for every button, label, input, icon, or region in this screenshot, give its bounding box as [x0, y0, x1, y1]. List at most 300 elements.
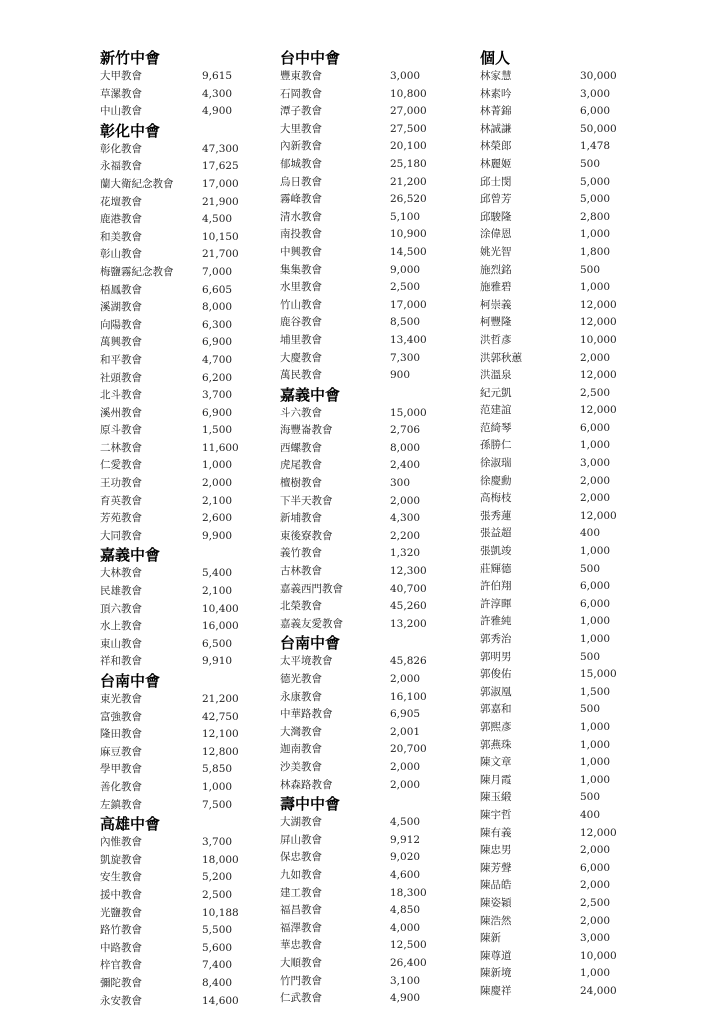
- donor-row: [100, 761, 233, 779]
- donation-amount: 14,500: [390, 245, 427, 258]
- donor-name: 柯崇義: [480, 298, 512, 311]
- donation-amount: 3,700: [202, 836, 233, 849]
- donor-row: [480, 209, 611, 227]
- donor-row: [480, 666, 617, 684]
- donation-amount: 4,000: [390, 921, 421, 934]
- donation-amount: 20,100: [390, 140, 427, 153]
- donor-row: [100, 334, 233, 352]
- donor-name: 陳慶祥: [480, 984, 512, 997]
- donor-name: 潭子教會: [280, 105, 322, 118]
- donor-row: [480, 825, 617, 843]
- donation-amount: 1,000: [580, 228, 611, 241]
- donor-row: [100, 422, 233, 440]
- donor-name: 豐東教會: [280, 70, 322, 82]
- donation-amount: 12,000: [580, 404, 617, 417]
- donor-name: 大同教會: [100, 529, 142, 542]
- donor-row: [100, 957, 233, 975]
- donor-row: [480, 297, 617, 315]
- donation-amount: 12,000: [580, 369, 617, 382]
- donor-name: 祥和教會: [100, 655, 142, 668]
- donor-row: [480, 68, 617, 86]
- donor-row: [100, 176, 239, 194]
- donor-row: [100, 940, 233, 958]
- donor-name: 徐淑瑞: [480, 457, 512, 470]
- donor-row: [480, 613, 611, 631]
- donor-name: 溪湖教會: [100, 301, 142, 314]
- donor-row: [480, 772, 611, 790]
- donor-name: 水上教會: [100, 620, 142, 633]
- donor-name: 陳忠男: [480, 844, 512, 857]
- donation-amount: 20,700: [390, 743, 427, 756]
- donor-row: [480, 561, 601, 579]
- donation-amount: 2,500: [390, 281, 421, 294]
- donor-name: 檀樹教會: [280, 477, 322, 490]
- donation-amount: 3,100: [390, 974, 421, 987]
- section-heading: 新竹中會: [100, 49, 161, 67]
- donation-amount: 7,400: [202, 959, 233, 972]
- donor-name: 迦南教會: [280, 743, 322, 756]
- donor-name: 林榮郎: [480, 140, 512, 153]
- donation-amount: 10,400: [202, 602, 239, 615]
- donor-name: 隆田教會: [100, 728, 142, 741]
- donor-row: [280, 457, 421, 475]
- donor-row: [280, 724, 421, 742]
- donor-name: 紀元凱: [480, 386, 512, 399]
- donor-row: [100, 103, 233, 121]
- donor-row: [280, 422, 421, 440]
- donor-name: 和美教會: [100, 230, 142, 243]
- donor-name: 中華路教會: [280, 708, 333, 721]
- donor-name: 張秀蓮: [480, 509, 512, 522]
- donor-row: [100, 158, 239, 176]
- donor-row: [100, 493, 233, 511]
- donation-amount: 9,900: [202, 529, 233, 542]
- donation-amount: 7,300: [390, 351, 421, 364]
- donor-row: [480, 578, 611, 596]
- donor-name: 原斗教會: [100, 424, 142, 437]
- donor-row: [480, 385, 611, 403]
- donor-row: [280, 832, 421, 850]
- donor-row: [480, 631, 611, 649]
- donor-row: [100, 905, 239, 923]
- donor-name: 永福教會: [100, 160, 142, 173]
- donor-name: 育英教會: [100, 494, 142, 507]
- donor-row: [480, 350, 611, 368]
- donor-name: 內惟教會: [100, 836, 142, 849]
- donation-amount: 47,300: [202, 142, 239, 155]
- donor-row: [280, 885, 427, 903]
- donor-row: [100, 440, 239, 458]
- donation-amount: 12,000: [580, 298, 617, 311]
- donor-row: [480, 121, 617, 139]
- section-heading: 高雄中會: [100, 815, 161, 834]
- donor-name: 許淳暉: [480, 597, 512, 610]
- donor-name: 溪州教會: [100, 406, 142, 419]
- donation-amount: 2,500: [580, 896, 611, 909]
- donor-name: 霧峰教會: [280, 193, 322, 206]
- donation-amount: 7,500: [202, 798, 233, 811]
- donation-amount: 45,826: [390, 655, 427, 668]
- section-heading: 壽中中會: [280, 795, 341, 814]
- donation-amount: 9,615: [202, 70, 233, 82]
- donation-amount: 1,000: [580, 720, 611, 733]
- donor-row: [280, 937, 427, 955]
- donor-name: 彌陀教會: [100, 976, 142, 989]
- donor-name: 麻豆教會: [100, 745, 142, 758]
- donation-amount: 25,180: [390, 157, 427, 170]
- donor-row: [100, 834, 233, 852]
- donor-name: 德光教會: [280, 673, 322, 685]
- donor-row: [100, 993, 239, 1011]
- donor-row: [280, 616, 427, 634]
- donor-row: [480, 719, 611, 737]
- donor-name: 陳玉緞: [480, 791, 512, 804]
- donor-name: 王功教會: [100, 477, 142, 490]
- donor-name: 林森路教會: [280, 778, 333, 791]
- donation-amount: 9,912: [390, 833, 421, 846]
- donor-row: [480, 473, 611, 491]
- donor-row: [100, 691, 239, 709]
- donor-row: [100, 869, 233, 887]
- donation-amount: 3,000: [580, 932, 611, 945]
- donor-row: [480, 402, 617, 420]
- donation-amount: 4,300: [202, 87, 233, 100]
- donor-name: 大甲教會: [100, 70, 142, 82]
- donor-name: 林誠謙: [480, 122, 512, 135]
- donation-amount: 8,000: [202, 301, 233, 314]
- donor-row: [480, 367, 617, 385]
- donor-row: [480, 244, 611, 262]
- donor-row: [100, 141, 239, 159]
- donor-name: 萬民教會: [280, 369, 322, 382]
- column-right: [480, 48, 617, 1000]
- donor-name: 中山教會: [100, 105, 142, 118]
- donor-name: 虎尾教會: [280, 459, 322, 472]
- donor-name: 石岡教會: [280, 87, 322, 100]
- donor-row: [100, 653, 233, 671]
- donation-amount: 15,000: [390, 406, 427, 419]
- donor-row: [480, 649, 601, 667]
- donor-row: [280, 493, 421, 511]
- donor-row: [480, 138, 611, 156]
- donor-row: [280, 475, 411, 493]
- donor-name: 內新教會: [280, 140, 322, 153]
- donor-row: [100, 86, 233, 104]
- donation-amount: 1,000: [580, 615, 611, 628]
- donation-amount: 2,706: [390, 424, 421, 437]
- donation-amount: 2,000: [390, 760, 421, 773]
- donation-amount: 2,000: [390, 673, 421, 685]
- section-heading: 彰化中會: [100, 121, 161, 140]
- donation-amount: 4,600: [390, 868, 421, 881]
- donation-amount: 21,700: [202, 248, 239, 261]
- donor-name: 邱駿隆: [480, 210, 512, 223]
- donor-row: [280, 849, 421, 867]
- donation-amount: 2,000: [580, 879, 611, 892]
- donor-row: [280, 955, 427, 973]
- donor-name: 九如教會: [280, 868, 322, 881]
- donor-name: 洪溫泉: [480, 369, 512, 382]
- donor-row: [280, 741, 427, 759]
- donation-amount: 1,000: [202, 780, 233, 793]
- donation-amount: 1,000: [580, 439, 611, 452]
- donor-name: 水里教會: [280, 281, 322, 294]
- donor-name: 援中教會: [100, 888, 142, 901]
- donor-name: 林麗姬: [480, 157, 512, 170]
- donor-name: 大湖教會: [280, 816, 322, 829]
- donor-name: 陳文章: [480, 756, 512, 769]
- donor-name: 林素吟: [480, 87, 512, 100]
- donation-amount: 10,188: [202, 906, 239, 919]
- donor-row: [480, 174, 611, 192]
- donor-row: [100, 583, 233, 601]
- donor-name: 洪哲彥: [480, 333, 512, 346]
- donor-name: 陳有義: [480, 826, 512, 839]
- donor-name: 草漯教會: [100, 87, 142, 100]
- donor-row: [280, 440, 421, 458]
- donor-name: 郭熙彥: [480, 720, 512, 733]
- donation-amount: 12,500: [390, 939, 427, 952]
- donation-amount: 6,300: [202, 318, 233, 331]
- donation-amount: 12,000: [580, 509, 617, 522]
- donation-amount: 2,800: [580, 210, 611, 223]
- donation-amount: 6,605: [202, 283, 233, 296]
- donor-row: [280, 350, 421, 368]
- donor-name: 仁愛教會: [100, 459, 142, 472]
- donor-row: [280, 279, 421, 297]
- donation-amount: 500: [580, 157, 601, 170]
- donor-name: 建工教會: [280, 886, 322, 899]
- donation-amount: 17,000: [390, 298, 427, 311]
- donor-row: [280, 867, 421, 885]
- donor-row: [280, 990, 421, 1008]
- donation-amount: 2,000: [580, 914, 611, 927]
- donor-row: [480, 279, 611, 297]
- donor-row: [280, 405, 427, 423]
- donor-row: [280, 777, 421, 795]
- donor-name: 彰化教會: [100, 142, 142, 155]
- donor-name: 郭淑凰: [480, 685, 512, 698]
- donor-name: 路竹教會: [100, 924, 142, 937]
- donation-amount: 2,500: [580, 386, 611, 399]
- donor-row: [480, 807, 601, 825]
- donation-amount: 10,900: [390, 228, 427, 241]
- donor-name: 孫勝仁: [480, 439, 512, 452]
- donation-amount: 10,800: [390, 87, 427, 100]
- donor-name: 大灣教會: [280, 725, 322, 738]
- donation-amount: 6,000: [580, 597, 611, 610]
- donor-name: 邱曾芳: [480, 193, 512, 206]
- donor-row: [100, 744, 239, 762]
- donation-amount: 16,100: [390, 690, 427, 703]
- donor-name: 郭秀治: [480, 633, 512, 645]
- donor-name: 新埔教會: [280, 512, 322, 525]
- donor-name: 向陽教會: [100, 318, 142, 331]
- donor-row: [100, 370, 233, 388]
- donor-name: 郭明男: [480, 650, 512, 663]
- donor-row: [280, 689, 427, 707]
- donor-row: [100, 510, 233, 528]
- donation-amount: 4,500: [202, 213, 233, 226]
- donor-row: [480, 754, 611, 772]
- donor-name: 南投教會: [280, 228, 322, 241]
- donation-amount: 2,000: [580, 492, 611, 505]
- donation-amount: 26,400: [390, 956, 427, 969]
- donor-name: 高梅枝: [480, 492, 512, 505]
- donor-row: [280, 653, 427, 671]
- donation-amount: 6,000: [580, 105, 611, 118]
- donation-amount: 2,400: [390, 459, 421, 472]
- donation-amount: 2,000: [580, 474, 611, 487]
- donor-name: 保忠教會: [280, 851, 322, 864]
- donor-row: [100, 636, 233, 654]
- donation-amount: 3,000: [580, 87, 611, 100]
- donation-amount: 4,700: [202, 353, 233, 366]
- donor-name: 東後寮教會: [280, 529, 333, 542]
- donor-row: [280, 814, 421, 832]
- donor-row: [100, 922, 233, 940]
- donor-row: [280, 367, 411, 385]
- donor-row: [280, 86, 427, 104]
- donation-amount: 1,000: [580, 281, 611, 294]
- donor-row: [480, 508, 617, 526]
- donation-amount: 5,400: [202, 567, 233, 580]
- donor-row: [280, 314, 421, 332]
- donor-row: [280, 528, 421, 546]
- donor-name: 埔里教會: [280, 333, 322, 346]
- donor-name: 張凱竣: [480, 545, 512, 558]
- donation-amount: 1,000: [580, 756, 611, 769]
- donor-row: [100, 229, 239, 247]
- donor-name: 光鹽教會: [100, 906, 142, 919]
- donor-row: [480, 455, 611, 473]
- donor-name: 民雄教會: [100, 585, 142, 598]
- donor-name: 嘉義友愛教會: [280, 617, 343, 630]
- donor-row: [480, 860, 611, 878]
- donation-amount: 10,150: [202, 230, 239, 243]
- donor-row: [280, 581, 427, 599]
- donor-row: [100, 457, 233, 475]
- donation-amount: 5,850: [202, 763, 233, 776]
- donation-amount: 42,750: [202, 710, 239, 723]
- donor-row: [100, 282, 233, 300]
- donation-amount: 18,000: [202, 853, 239, 866]
- donation-amount: 17,625: [202, 160, 239, 173]
- donor-row: [100, 975, 233, 993]
- donor-row: [480, 226, 611, 244]
- donation-amount: 1,000: [580, 773, 611, 786]
- donor-name: 陳宇哲: [480, 808, 512, 821]
- donor-row: [100, 246, 239, 264]
- donation-amount: 10,000: [580, 333, 617, 346]
- donor-name: 郭嘉和: [480, 703, 512, 716]
- donation-amount: 3,000: [580, 457, 611, 470]
- donor-row: [280, 209, 421, 227]
- donor-name: 郭燕珠: [480, 738, 512, 751]
- donor-name: 永安教會: [100, 994, 142, 1007]
- donor-row: [280, 563, 427, 581]
- donor-name: 古林教會: [280, 565, 322, 578]
- donor-name: 西螺教會: [280, 441, 322, 454]
- donor-name: 斗六教會: [280, 406, 322, 419]
- donor-name: 莊輝德: [480, 562, 512, 575]
- donation-amount: 4,850: [390, 904, 421, 917]
- donation-amount: 6,200: [202, 371, 233, 384]
- donation-amount: 5,500: [202, 924, 233, 937]
- donor-row: [280, 103, 427, 121]
- donor-name: 梓官教會: [100, 959, 142, 972]
- donor-row: [100, 797, 233, 815]
- donor-row: [480, 877, 611, 895]
- donation-amount: 1,800: [580, 245, 611, 258]
- donor-name: 林菁錦: [480, 105, 512, 118]
- donation-amount: 1,320: [390, 547, 421, 560]
- donor-name: 范綺琴: [480, 421, 512, 434]
- donor-name: 社頭教會: [100, 371, 142, 384]
- donor-row: [480, 684, 611, 702]
- donation-amount: 30,000: [580, 70, 617, 82]
- donor-name: 屏山教會: [280, 833, 322, 846]
- section-heading: 嘉義中會: [280, 385, 341, 404]
- donor-name: 徐慶勳: [480, 474, 512, 487]
- donor-name: 洪郭秋蕙: [480, 351, 522, 364]
- donor-name: 施雅碧: [480, 281, 512, 294]
- donation-amount: 12,000: [580, 826, 617, 839]
- donor-row: [480, 86, 611, 104]
- donation-amount: 4,900: [202, 105, 233, 118]
- donor-row: [480, 525, 601, 543]
- donation-amount: 2,100: [202, 494, 233, 507]
- donor-name: 學甲教會: [100, 763, 142, 776]
- donor-row: [100, 887, 233, 905]
- donation-amount: 12,300: [390, 565, 427, 578]
- donor-row: [100, 528, 233, 546]
- donor-name: 陳新境: [480, 967, 512, 980]
- donor-name: 北榮教會: [280, 600, 322, 613]
- donation-amount: 21,200: [202, 693, 239, 705]
- donation-amount: 1,000: [580, 738, 611, 751]
- donation-amount: 6,900: [202, 406, 233, 419]
- donor-row: [100, 709, 239, 727]
- donor-row: [280, 902, 421, 920]
- donor-row: [280, 297, 427, 315]
- donation-amount: 500: [580, 703, 601, 716]
- donor-name: 芳苑教會: [100, 512, 142, 525]
- donor-name: 涂偉恩: [480, 228, 512, 241]
- donor-name: 北斗教會: [100, 389, 142, 402]
- donor-name: 郁城教會: [280, 157, 322, 170]
- donation-amount: 6,000: [580, 580, 611, 593]
- section-heading: 嘉義中會: [100, 546, 161, 565]
- donor-name: 梧鳳教會: [100, 283, 142, 296]
- donation-amount: 1,500: [202, 424, 233, 437]
- donor-row: [280, 545, 421, 563]
- donor-row: [480, 965, 611, 983]
- donation-amount: 12,000: [580, 316, 617, 329]
- donor-name: 大慶教會: [280, 351, 322, 364]
- donation-amount: 21,900: [202, 195, 239, 208]
- donor-name: 陳品皓: [480, 879, 512, 892]
- donation-amount: 9,020: [390, 851, 421, 864]
- donor-row: [280, 226, 427, 244]
- donor-name: 鹿谷教會: [280, 316, 322, 329]
- donation-amount: 12,800: [202, 745, 239, 758]
- donor-row: [100, 317, 233, 335]
- donor-row: [100, 475, 233, 493]
- donor-row: [280, 262, 421, 280]
- donation-amount: 5,000: [580, 175, 611, 188]
- donor-row: [480, 789, 601, 807]
